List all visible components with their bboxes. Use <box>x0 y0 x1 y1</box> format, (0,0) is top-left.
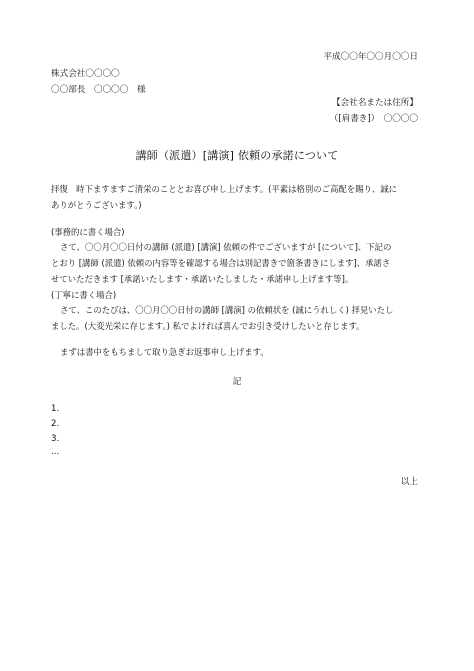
list-item-2: 2. <box>51 419 60 429</box>
case-polite-line-2: ました。(大変光栄に存じます。) 私でよければ喜んでお引き受けしたいと存じます。 <box>51 321 365 331</box>
ijou-closing: 以上 <box>400 477 418 487</box>
list-item-1: 1. <box>51 404 60 414</box>
greeting-line-1: 拝復 時下ますますご清栄のこととお喜び申し上げます。(平素は格別のご高配を賜り、誠に <box>51 184 397 194</box>
document-title: 講師（派遣）[講演] 依頼の承諾について <box>135 149 339 162</box>
closing-line: まずは書中をもちまして取り急ぎお返事申し上げます。 <box>60 347 269 357</box>
sender-title-name: （[肩書き]） 〇〇〇〇 <box>329 114 418 124</box>
letter-date: 平成〇〇年〇〇月〇〇日 <box>323 52 418 62</box>
case-polite-line-1: さて、このたびは、〇〇月〇〇日付の講師 [講演] の依頼状を (誠にうれしく) 拝見いたし <box>60 305 394 315</box>
list-item-3: 3. <box>51 434 60 444</box>
case-business-line-2: とおり [講師 (派遣) 依頼の内容等を確認する場合は別記書きで箇条書きにします]、承諾さ <box>51 258 391 268</box>
list-item-ellipsis: ... <box>51 447 60 457</box>
greeting-line-2: ありがとうございます。) <box>51 200 142 210</box>
case-polite-label: (丁寧に書く場合) <box>51 290 117 300</box>
case-business-line-1: さて、〇〇月〇〇日付の講師 (派遣) [講演] 依頼の件でございますが [について]、下記の <box>60 242 392 252</box>
recipient-person: 〇〇部長 〇〇〇〇 様 <box>51 85 146 95</box>
recipient-company: 株式会社〇〇〇〇 <box>51 69 120 79</box>
ki-heading: 記 <box>232 377 242 387</box>
case-business-line-3: せていただきます [承諾いたします・承諾いたしました・承諾申し上げます等]。 <box>51 274 354 284</box>
sender-company: 【会社名または住所】 <box>332 98 418 108</box>
case-business-label: (事務的に書く場合) <box>51 227 125 237</box>
